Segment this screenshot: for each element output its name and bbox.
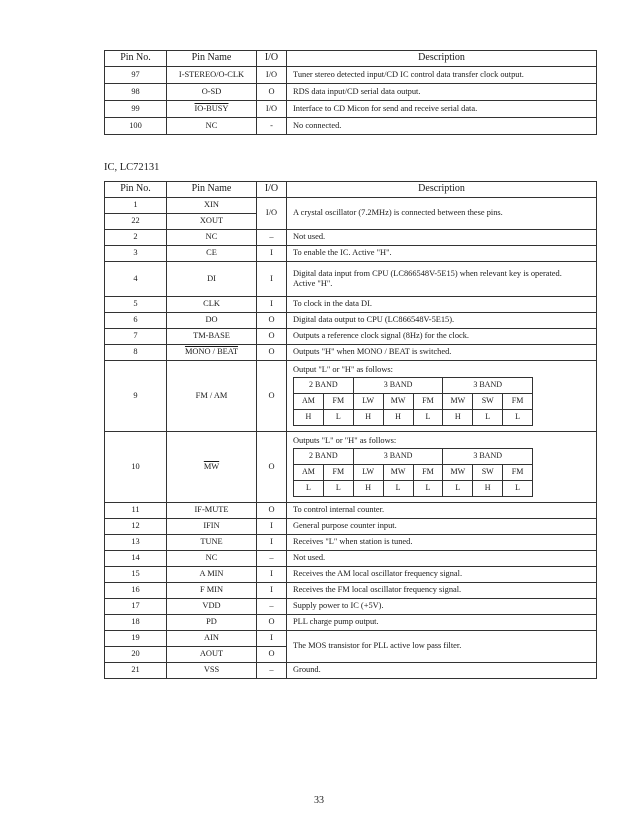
band-cell: 2 BAND (294, 448, 354, 464)
pin-number: 99 (105, 101, 167, 118)
pin-description: Supply power to IC (+5V). (287, 599, 597, 615)
pin-io: O (257, 361, 287, 432)
pin-io: O (257, 329, 287, 345)
level-cell: H (353, 409, 383, 425)
pin-number: 16 (105, 583, 167, 599)
pin-number: 10 (105, 432, 167, 503)
pin-name: PD (167, 615, 257, 631)
level-cell: H (383, 409, 413, 425)
pin-name: I-STEREO/O-CLK (167, 67, 257, 84)
pin-io: – (257, 599, 287, 615)
table-row (105, 503, 597, 519)
level-cell: L (413, 480, 443, 496)
pin-description: Not used. (287, 230, 597, 246)
pin-name: CE (167, 246, 257, 262)
pin-name: CLK (167, 297, 257, 313)
mode-cell: MW (383, 464, 413, 480)
table-row (105, 101, 597, 118)
pin-io: O (257, 503, 287, 519)
table-row (105, 297, 597, 313)
level-cell: L (323, 480, 353, 496)
pin-number: 12 (105, 519, 167, 535)
pin-name-text: $\overline{MW}$ (203, 461, 220, 471)
pin-name: F MIN (167, 583, 257, 599)
pin-description: Receives "L" when station is tuned. (287, 535, 597, 551)
level-cell: H (443, 409, 473, 425)
col-description: Description (287, 51, 597, 67)
pin-name: TM-BASE (167, 329, 257, 345)
pin-number: 13 (105, 535, 167, 551)
pin-description-line: Digital data input from CPU (LC866548V-5E15) when relevant key is operated. (293, 268, 562, 278)
pin-io: I (257, 519, 287, 535)
pin-name: XIN (167, 198, 257, 214)
band-output-table (293, 448, 533, 497)
mode-cell: SW (473, 393, 503, 409)
table-header (105, 51, 597, 67)
table-row (105, 631, 597, 647)
pin-io: – (257, 230, 287, 246)
pin-io: O (257, 647, 287, 663)
table-row (105, 246, 597, 262)
pin-io: – (257, 551, 287, 567)
level-cell: L (443, 480, 473, 496)
pin-description: To clock in the data DI. (287, 297, 597, 313)
page-number: 33 (314, 795, 324, 806)
pin-name: DI (167, 262, 257, 297)
pin-name: IF-MUTE (167, 503, 257, 519)
level-cell: H (473, 480, 503, 496)
pin-name: O-SD (167, 84, 257, 101)
pin-name (167, 101, 257, 118)
pin-number: 18 (105, 615, 167, 631)
col-io: I/O (257, 182, 287, 198)
pin-number: 97 (105, 67, 167, 84)
level-cell: L (413, 409, 443, 425)
band-cell: 3 BAND (353, 448, 443, 464)
level-cell: H (294, 409, 324, 425)
pin-number: 15 (105, 567, 167, 583)
pin-io: - (257, 118, 287, 135)
pin-number: 20 (105, 647, 167, 663)
pin-description: Not used. (287, 551, 597, 567)
pin-number: 3 (105, 246, 167, 262)
table-row (105, 118, 597, 135)
level-cell: L (503, 480, 533, 496)
pin-number: 8 (105, 345, 167, 361)
pin-io: – (257, 663, 287, 679)
pin-description: Receives the FM local oscillator frequency signal. (287, 583, 597, 599)
pin-name: NC (167, 118, 257, 135)
table-row (105, 84, 597, 101)
pin-description: No connected. (287, 118, 597, 135)
table-row (105, 663, 597, 679)
level-cell: L (503, 409, 533, 425)
col-io: I/O (257, 51, 287, 67)
pin-number: 7 (105, 329, 167, 345)
pin-io: O (257, 313, 287, 329)
level-cell: L (294, 480, 324, 496)
pin-description (287, 361, 597, 432)
pin-name (167, 361, 257, 432)
band-cell: 3 BAND (353, 377, 443, 393)
pin-io: O (257, 345, 287, 361)
pin-description: Outputs a reference clock signal (8Hz) for the clock. (287, 329, 597, 345)
pin-table-lc72131 (104, 181, 597, 679)
pin-description (287, 262, 597, 297)
pin-name: NC (167, 551, 257, 567)
mode-row (294, 393, 533, 409)
band-output-table (293, 377, 533, 426)
mode-cell: MW (443, 393, 473, 409)
mode-cell: FM (323, 393, 353, 409)
pin-description: Ground. (287, 663, 597, 679)
table-row (105, 551, 597, 567)
pin-number: 11 (105, 503, 167, 519)
pin-description: Interface to CD Micon for send and receive serial data. (287, 101, 597, 118)
table-header (105, 182, 597, 198)
pin-description: General purpose counter input. (287, 519, 597, 535)
mode-cell: LW (353, 464, 383, 480)
pin-description-line: Output "L" or "H" as follows: (293, 365, 393, 375)
mode-cell: FM (503, 464, 533, 480)
pin-io: O (257, 615, 287, 631)
pin-description: A crystal oscillator (7.2MHz) is connected between these pins. (287, 198, 597, 230)
pin-number: 4 (105, 262, 167, 297)
mode-cell: AM (294, 393, 324, 409)
table-row (105, 262, 597, 297)
pin-io: O (257, 84, 287, 101)
pin-table-continued (104, 50, 597, 135)
pin-number: 17 (105, 599, 167, 615)
pin-description: Outputs "H" when MONO / BEAT is switched. (287, 345, 597, 361)
mode-cell: MW (383, 393, 413, 409)
pin-number: 98 (105, 84, 167, 101)
band-cell: 2 BAND (294, 377, 354, 393)
pin-io: I (257, 567, 287, 583)
mode-cell: FM (323, 464, 353, 480)
pin-name: NC (167, 230, 257, 246)
pin-number: 21 (105, 663, 167, 679)
mode-cell: FM (413, 464, 443, 480)
pin-io: I/O (257, 198, 287, 230)
table-row (105, 230, 597, 246)
pin-io: I/O (257, 67, 287, 84)
pin-name-text: FM / AM (195, 390, 228, 400)
mode-cell: FM (413, 393, 443, 409)
table-row (105, 67, 597, 84)
pin-name: VSS (167, 663, 257, 679)
mode-cell: AM (294, 464, 324, 480)
pin-name: VDD (167, 599, 257, 615)
pin-number: 9 (105, 361, 167, 432)
level-cell: L (473, 409, 503, 425)
mode-cell: MW (443, 464, 473, 480)
pin-name (167, 345, 257, 361)
col-description: Description (287, 182, 597, 198)
pin-description (287, 432, 597, 503)
pin-name: DO (167, 313, 257, 329)
pin-description: PLL charge pump output. (287, 615, 597, 631)
table-row (105, 329, 597, 345)
col-pin-no: Pin No. (105, 182, 167, 198)
table-row (105, 599, 597, 615)
table-row (105, 313, 597, 329)
pin-name-text: IO-BUSY (194, 103, 229, 113)
pin-number: 6 (105, 313, 167, 329)
pin-number: 2 (105, 230, 167, 246)
pin-name: IFIN (167, 519, 257, 535)
pin-io: I (257, 246, 287, 262)
col-pin-name: Pin Name (167, 51, 257, 67)
mode-cell: SW (473, 464, 503, 480)
level-cell: L (323, 409, 353, 425)
pin-io: I (257, 297, 287, 313)
col-pin-name: Pin Name (167, 182, 257, 198)
pin-description: RDS data input/CD serial data output. (287, 84, 597, 101)
pin-io: O (257, 432, 287, 503)
pin-name: TUNE (167, 535, 257, 551)
pin-description: To control internal counter. (287, 503, 597, 519)
level-row (294, 480, 533, 496)
mode-row (294, 464, 533, 480)
pin-description-line: Outputs "L" or "H" as follows: (293, 436, 397, 446)
pin-io: I/O (257, 101, 287, 118)
pin-io: I (257, 631, 287, 647)
table-row (105, 361, 597, 432)
pin-number: 22 (105, 214, 167, 230)
col-pin-no: Pin No. (105, 51, 167, 67)
pin-name: AIN (167, 631, 257, 647)
pin-number: 14 (105, 551, 167, 567)
pin-io: I (257, 583, 287, 599)
table-row (105, 198, 597, 214)
pin-description: Digital data output to CPU (LC866548V-5E15). (287, 313, 597, 329)
pin-name-text: MONO / BEAT (184, 347, 239, 357)
band-row (294, 377, 533, 393)
pin-number: 100 (105, 118, 167, 135)
pin-io: I (257, 262, 287, 297)
table-row (105, 519, 597, 535)
pin-name (167, 432, 257, 503)
table-row (105, 583, 597, 599)
pin-description: The MOS transistor for PLL active low pass filter. (287, 631, 597, 663)
table-row (105, 615, 597, 631)
pin-description-line: Active "H". (293, 279, 333, 288)
table-row (105, 567, 597, 583)
pin-name: A MIN (167, 567, 257, 583)
pin-description: To enable the IC. Active "H". (287, 246, 597, 262)
band-row (294, 448, 533, 464)
level-cell: L (383, 480, 413, 496)
pin-number: 19 (105, 631, 167, 647)
pin-description: Receives the AM local oscillator frequency signal. (287, 567, 597, 583)
pin-description: Tuner stereo detected input/CD IC control data transfer clock output. (287, 67, 597, 84)
table-row (105, 535, 597, 551)
pin-name: AOUT (167, 647, 257, 663)
pin-io: I (257, 535, 287, 551)
pin-number: 1 (105, 198, 167, 214)
level-cell: H (353, 480, 383, 496)
table-row (105, 345, 597, 361)
ic-title: IC, LC72131 (104, 162, 160, 173)
pin-number: 5 (105, 297, 167, 313)
pin-name: XOUT (167, 214, 257, 230)
mode-cell: LW (353, 393, 383, 409)
band-cell: 3 BAND (443, 448, 533, 464)
band-cell: 3 BAND (443, 377, 533, 393)
level-row (294, 409, 533, 425)
mode-cell: FM (503, 393, 533, 409)
table-row (105, 432, 597, 503)
